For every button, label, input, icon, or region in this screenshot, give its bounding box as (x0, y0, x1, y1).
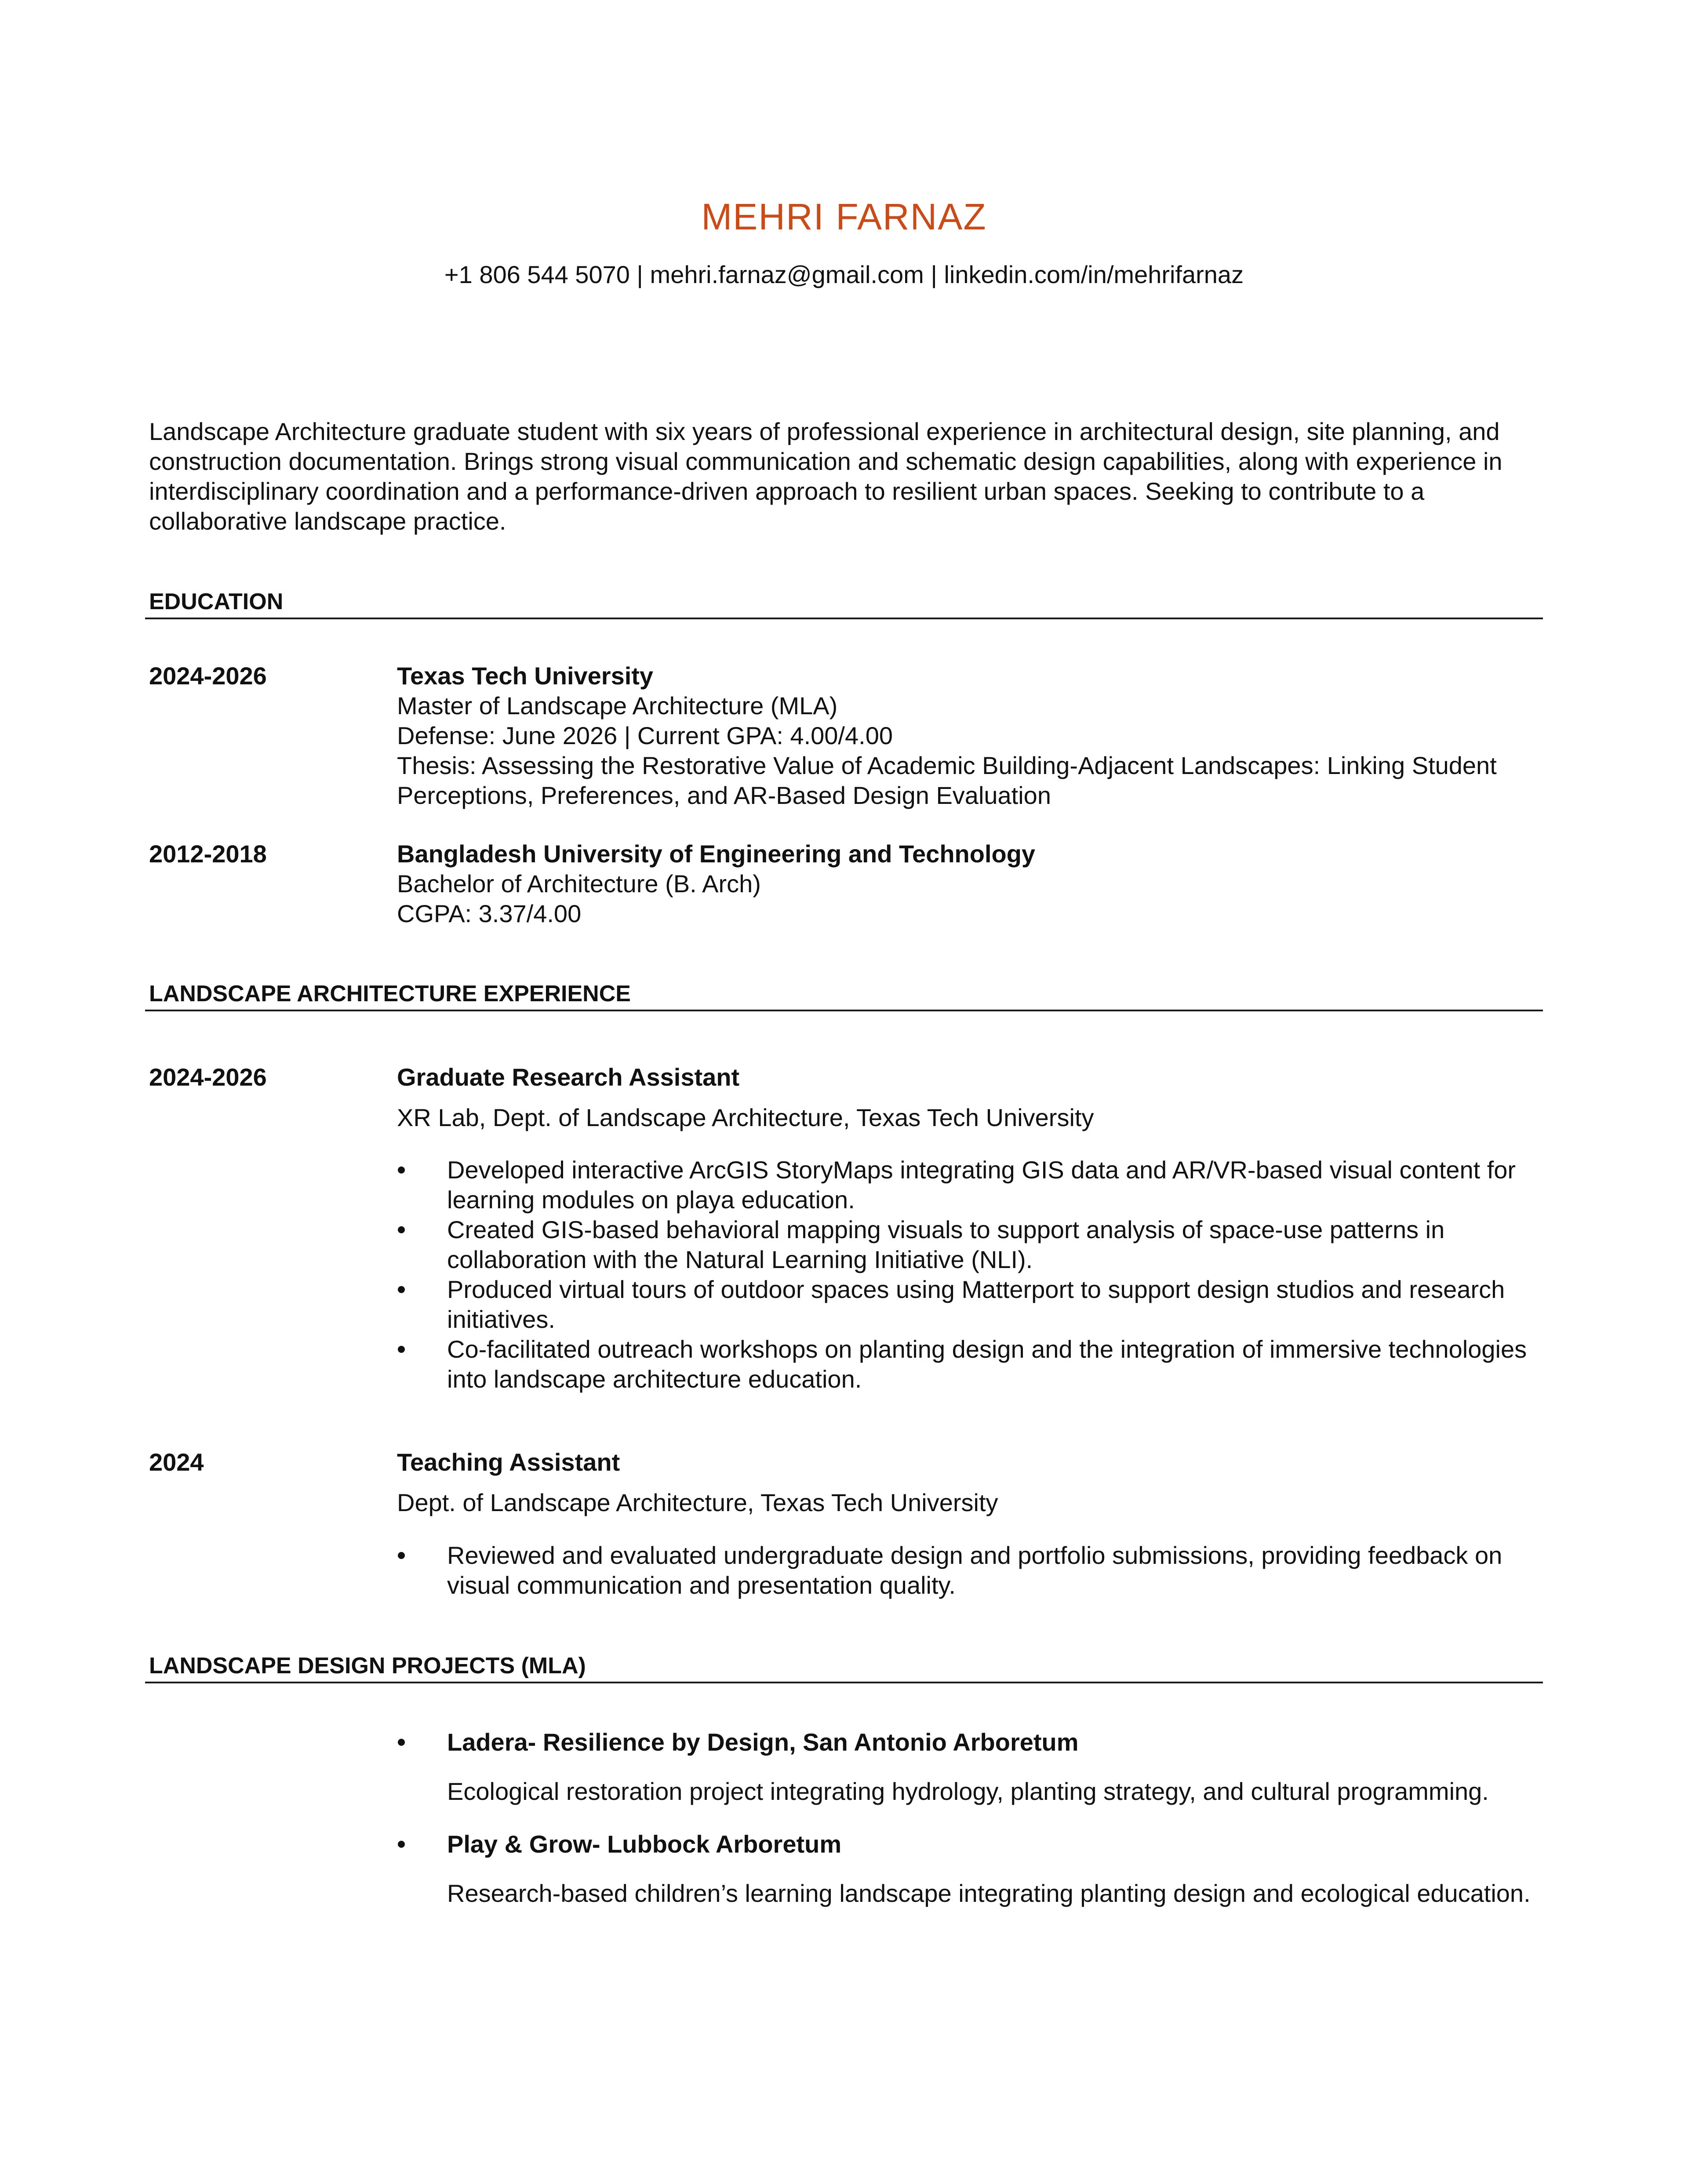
list-item: Co-facilitated outreach workshops on planting design and the integration of immersive technologies into landscape architecture education. (397, 1334, 1544, 1394)
education-divider (145, 618, 1543, 619)
job-org-2: Dept. of Landscape Architecture, Texas Tech University (397, 1489, 998, 1516)
project-list (397, 1727, 1544, 1931)
bullet-icon (397, 1275, 447, 1334)
job-bullets-2 (397, 1541, 1544, 1600)
summary-paragraph: Landscape Architecture graduate student with six years of professional experience in architectural design, site planning, and construction documentation. Brings strong visual communication and schematic design capabilities, along with experience in interdisciplinary coordination and a performance-driven approach to resilient urban spaces. Seeking to contribute to a collaborative landscape practice. (149, 418, 1502, 535)
experience-dates-1: 2024-2026 (149, 1063, 267, 1091)
list-item: Created GIS-based behavioral mapping visuals to support analysis of space-use patterns in collaboration with the Natural Learning Initiative (NLI). (397, 1215, 1544, 1275)
school-name: Bangladesh University of Engineering and Technology (397, 840, 1036, 868)
bullet-icon (397, 1829, 447, 1859)
bullet-icon (397, 1215, 447, 1275)
job-bullets-1 (397, 1155, 1544, 1394)
school-name: Texas Tech University (397, 662, 654, 690)
education-dates-1: 2024-2026 (149, 662, 267, 690)
education-detail: Defense: June 2026 | Current GPA: 4.00/4.00 (397, 722, 893, 749)
job-org-1: XR Lab, Dept. of Landscape Architecture, Texas Tech University (397, 1104, 1094, 1131)
thesis-detail: Thesis: Assessing the Restorative Value of Academic Building-Adjacent Landscapes: Linking Student Perceptions, Preferences, and AR-Based Design Evaluation (397, 752, 1497, 809)
education-entry-1 (397, 661, 1544, 810)
project-description: Ecological restoration project integrating hydrology, planting strategy, and cultural programming. (447, 1777, 1489, 1805)
bullet-icon (397, 1334, 447, 1394)
projects-heading: LANDSCAPE DESIGN PROJECTS (MLA) (149, 1653, 586, 1679)
education-entry-2 (397, 839, 1544, 929)
job-title-1: Graduate Research Assistant (397, 1063, 740, 1091)
list-item: Developed interactive ArcGIS StoryMaps integrating GIS data and AR/VR-based visual content for learning modules on playa education. (397, 1155, 1544, 1215)
contact-line: +1 806 544 5070 | mehri.farnaz@gmail.com | linkedin.com/in/mehrifarnaz (444, 261, 1244, 288)
project-description: Research-based children’s learning landscape integrating planting design and ecological education. (447, 1879, 1531, 1907)
experience-divider (145, 1010, 1543, 1011)
list-item: Produced virtual tours of outdoor spaces using Matterport to support design studios and research initiatives. (397, 1275, 1544, 1334)
project-title-item: Play & Grow- Lubbock Arboretum (397, 1829, 1544, 1859)
bullet-icon (397, 1155, 447, 1215)
bullet-icon (397, 1727, 447, 1757)
projects-divider (145, 1682, 1543, 1683)
degree: Bachelor of Architecture (B. Arch) (397, 870, 761, 898)
list-item: Reviewed and evaluated undergraduate design and portfolio submissions, providing feedback on visual communication and presentation quality. (397, 1541, 1544, 1600)
bullet-icon (397, 1541, 447, 1600)
education-dates-2: 2012-2018 (149, 840, 267, 868)
education-detail: CGPA: 3.37/4.00 (397, 900, 582, 927)
experience-dates-2: 2024 (149, 1448, 204, 1476)
job-title-2: Teaching Assistant (397, 1448, 620, 1476)
education-heading: EDUCATION (149, 589, 284, 614)
degree: Master of Landscape Architecture (MLA) (397, 692, 838, 720)
experience-heading: LANDSCAPE ARCHITECTURE EXPERIENCE (149, 981, 631, 1007)
resume-name: MEHRI FARNAZ (701, 196, 987, 237)
project-title-item: Ladera- Resilience by Design, San Antonio Arboretum (397, 1727, 1544, 1757)
